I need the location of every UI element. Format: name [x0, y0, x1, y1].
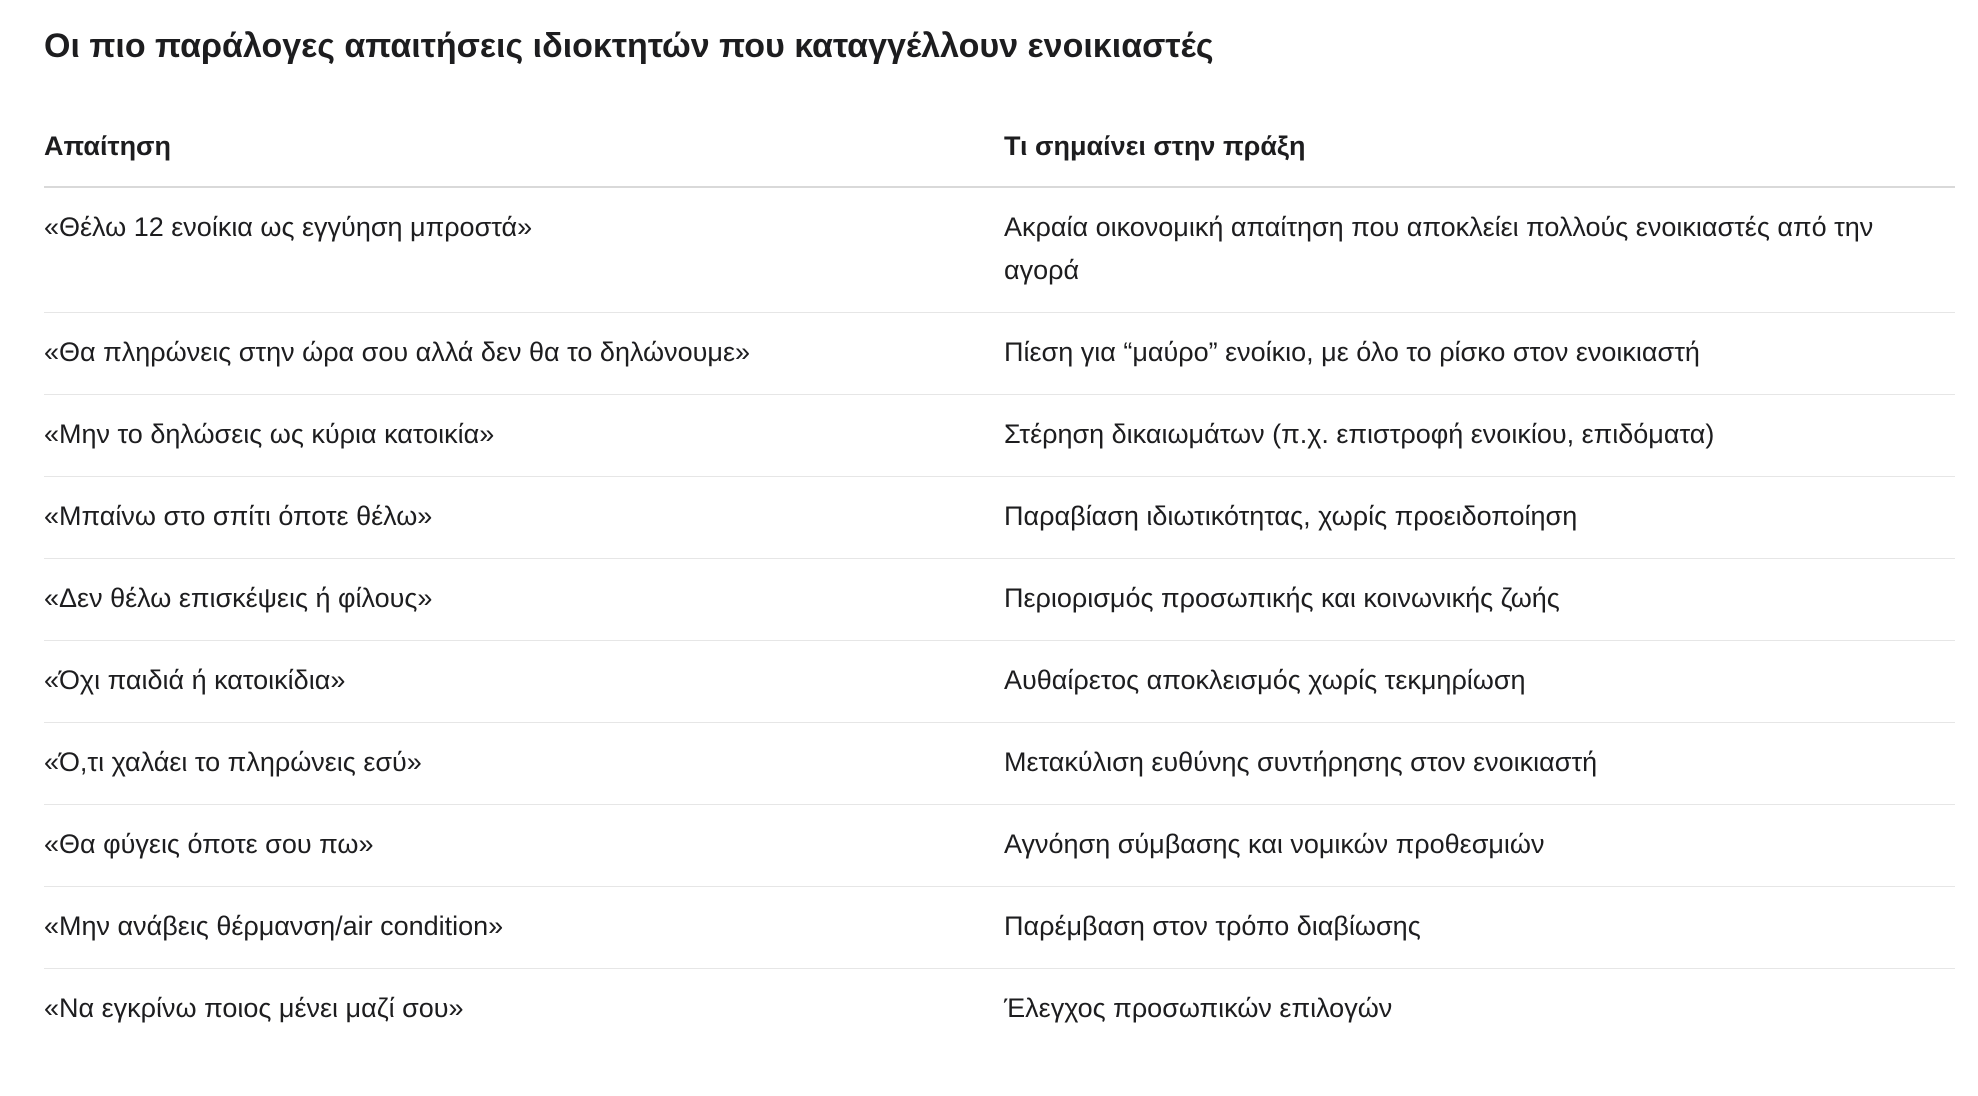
table-row [44, 395, 1955, 477]
demand-cell: «Μπαίνω στο σπίτι όποτε θέλω» [44, 477, 1004, 559]
demand-cell: «Μην ανάβεις θέρμανση/air condition» [44, 887, 1004, 969]
meaning-cell: Παρέμβαση στον τρόπο διαβίωσης [1004, 887, 1955, 969]
table-row [44, 641, 1955, 723]
meaning-cell: Πίεση για “μαύρο” ενοίκιο, με όλο το ρίσκο στον ενοικιαστή [1004, 313, 1955, 395]
meaning-cell: Περιορισμός προσωπικής και κοινωνικής ζωής [1004, 559, 1955, 641]
column-header-demand: Απαίτηση [44, 118, 1004, 187]
table-row [44, 723, 1955, 805]
demand-cell: «Δεν θέλω επισκέψεις ή φίλους» [44, 559, 1004, 641]
demand-cell: «Να εγκρίνω ποιος μένει μαζί σου» [44, 993, 464, 1023]
demand-cell: «Θα φύγεις όποτε σου πω» [44, 805, 1004, 887]
table-row [44, 477, 1955, 559]
meaning-cell: Αγνόηση σύμβασης και νομικών προθεσμιών [1004, 805, 1955, 887]
table-row [44, 559, 1955, 641]
meaning-cell: Αυθαίρετος αποκλεισμός χωρίς τεκμηρίωση [1004, 641, 1955, 723]
column-header-meaning: Τι σημαίνει στην πράξη [1004, 118, 1955, 187]
page-title: Οι πιο παράλογες απαιτήσεις ιδιοκτητών που καταγγέλλουν ενοικιαστές [44, 27, 1214, 65]
meaning-cell: Ακραία οικονομική απαίτηση που αποκλείει πολλούς ενοικιαστές από την αγορά [1004, 187, 1955, 313]
demand-cell: «Ό,τι χαλάει το πληρώνεις εσύ» [44, 723, 1004, 805]
meaning-cell: Έλεγχος προσωπικών επιλογών [1004, 993, 1393, 1023]
table-header-row [44, 118, 1955, 187]
demand-cell: «Όχι παιδιά ή κατοικίδια» [44, 641, 1004, 723]
demand-cell: «Θα πληρώνεις στην ώρα σου αλλά δεν θα το δηλώνουμε» [44, 313, 1004, 395]
table-row [44, 187, 1955, 313]
table-row [44, 887, 1955, 969]
meaning-cell: Στέρηση δικαιωμάτων (π.χ. επιστροφή ενοικίου, επιδόματα) [1004, 395, 1955, 477]
meaning-cell: Μετακύλιση ευθύνης συντήρησης στον ενοικιαστή [1004, 723, 1955, 805]
table-row [44, 805, 1955, 887]
table-row [44, 969, 1955, 1051]
meaning-cell: Παραβίαση ιδιωτικότητας, χωρίς προειδοποίηση [1004, 477, 1955, 559]
demands-table [44, 118, 1955, 1050]
demand-cell: «Θέλω 12 ενοίκια ως εγγύηση μπροστά» [44, 187, 1004, 313]
demand-cell: «Μην το δηλώσεις ως κύρια κατοικία» [44, 395, 1004, 477]
table-row [44, 313, 1955, 395]
